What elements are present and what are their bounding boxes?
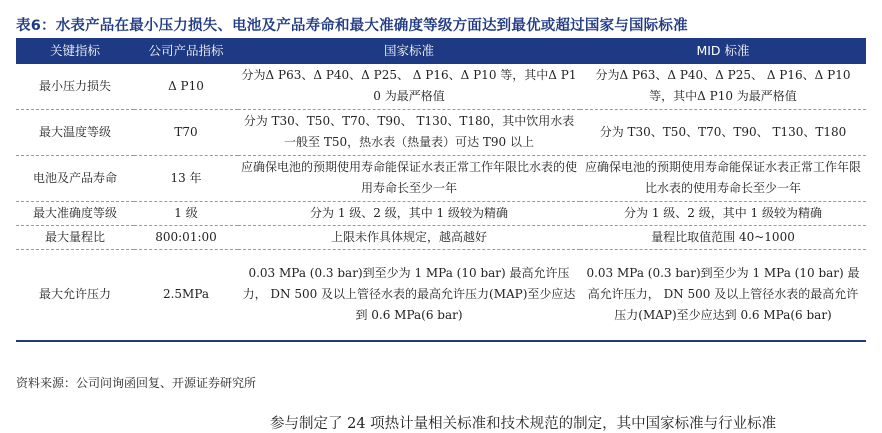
row-key-indicator: 最小压力损失: [16, 63, 134, 109]
row-key-indicator: 最大量程比: [16, 225, 134, 249]
row-mid-standard: 0.03 MPa (0.3 bar)到至少为 1 MPa (10 bar) 最高允许压力， DN 500 及以上管径水表的最高允许压力(MAP)至少应达到 0.6 MPa(6 bar): [580, 249, 866, 341]
table-header-row: [16, 38, 866, 63]
row-company-value: 800:01:00: [134, 225, 238, 249]
row-mid-standard: 分为Δ P63、Δ P40、Δ P25、 Δ P16、Δ P10 等，其中Δ P10 为最严格值: [580, 63, 866, 109]
row-mid-standard: 量程比取值范围 40~1000: [580, 225, 866, 249]
table-row: [16, 249, 866, 341]
row-company-value: 13 年: [134, 155, 238, 201]
row-mid-standard: 应确保电池的预期使用寿命能保证水表正常工作年限比水表的使用寿命长至少一年: [580, 155, 866, 201]
row-national-standard: 分为 T30、T50、T70、T90、 T130、T180，其中饮用水表一般至 T50，热水表（热量表）可达 T90 以上: [238, 109, 580, 155]
standards-table: [16, 38, 866, 342]
row-company-value: T70: [134, 109, 238, 155]
row-mid-standard: 分为 1 级、2 级，其中 1 级较为精确: [580, 201, 866, 225]
table-row: [16, 225, 866, 249]
header-mid-standard: MID 标准: [580, 38, 866, 63]
row-national-standard: 上限未作具体规定，越高越好: [238, 225, 580, 249]
table-row: [16, 155, 866, 201]
row-key-indicator: 最大允许压力: [16, 249, 134, 341]
table-row: [16, 63, 866, 109]
row-company-value: Δ P10: [134, 63, 238, 109]
header-company-indicator: 公司产品指标: [134, 38, 238, 63]
row-national-standard: 分为 1 级、2 级，其中 1 级较为精确: [238, 201, 580, 225]
row-company-value: 1 级: [134, 201, 238, 225]
header-key-indicator: 关键指标: [16, 38, 134, 63]
row-key-indicator: 最大准确度等级: [16, 201, 134, 225]
table-row: [16, 109, 866, 155]
table-title: 表6：水表产品在最小压力损失、电池及产品寿命和最大准确度等级方面达到最优或超过国家与国际标准: [16, 18, 688, 34]
header-national-standard: 国家标准: [238, 38, 580, 63]
row-national-standard: 应确保电池的预期使用寿命能保证水表正常工作年限比水表的使用寿命长至少一年: [238, 155, 580, 201]
row-national-standard: 0.03 MPa (0.3 bar)到至少为 1 MPa (10 bar) 最高允许压力， DN 500 及以上管径水表的最高允许压力(MAP)至少应达到 0.6 MPa(6 bar): [238, 249, 580, 341]
table-row: [16, 201, 866, 225]
row-company-value: 2.5MPa: [134, 249, 238, 341]
row-national-standard: 分为Δ P63、Δ P40、Δ P25、 Δ P16、Δ P10 等，其中Δ P10 为最严格值: [238, 63, 580, 109]
row-key-indicator: 最大温度等级: [16, 109, 134, 155]
row-key-indicator: 电池及产品寿命: [16, 155, 134, 201]
row-mid-standard: 分为 T30、T50、T70、T90、 T130、T180: [580, 109, 866, 155]
source-note: 资料来源：公司问询函回复、开源证券研究所: [16, 376, 257, 390]
body-paragraph: 参与制定了 24 项热计量相关标准和技术规范的制定，其中国家标准与行业标准: [270, 416, 777, 432]
